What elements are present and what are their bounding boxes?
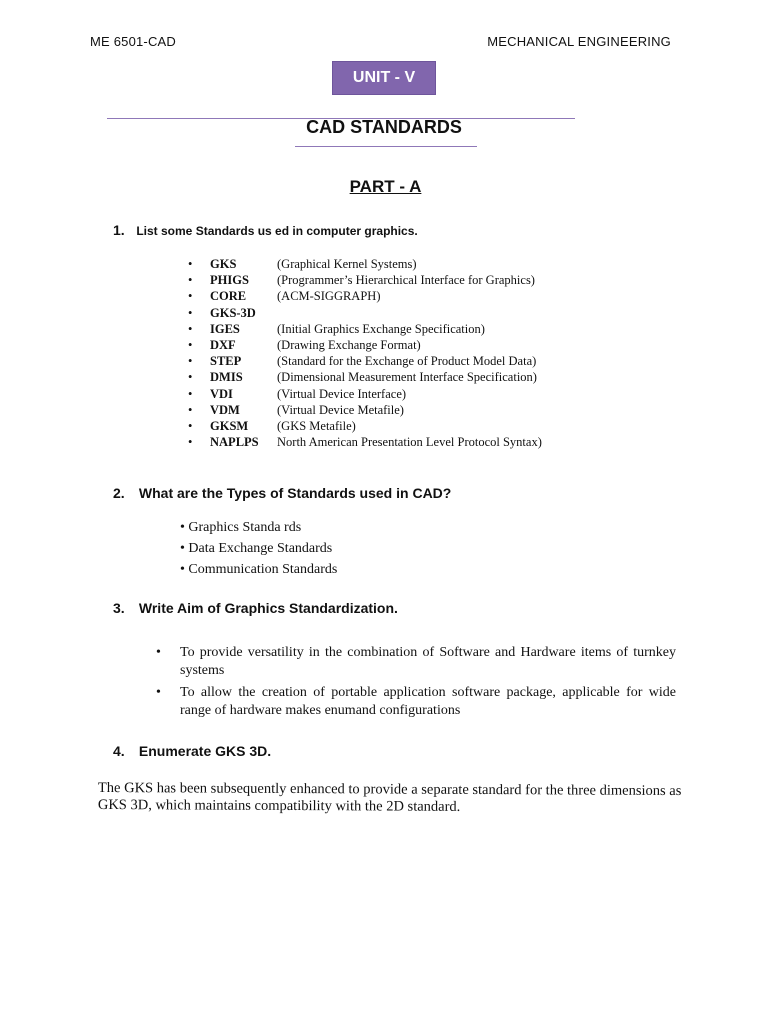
list-item [156,644,676,680]
standard-abbr: GKS-3D [210,305,256,320]
standard-item [188,434,542,450]
list-item: • Graphics Standa rds [180,520,302,535]
bullet: • [188,305,193,320]
list-item [156,684,676,720]
standard-abbr: IGES [210,321,240,336]
question-number: 3. [113,600,125,616]
bullet: • [188,386,193,401]
standard-item [188,272,542,288]
standard-item [188,256,542,272]
question-text: Write Aim of Graphics Standardization. [138,600,398,616]
standard-description: (GKS Metafile) [277,418,356,433]
standard-item [188,353,542,369]
standards-list [188,256,542,450]
standard-abbr: DMIS [210,370,243,385]
standard-abbr: GKSM [210,418,249,433]
question-text: What are the Types of Standards used in CAD? [138,485,452,501]
standard-description: (Initial Graphics Exchange Specification) [277,321,485,336]
header-department: MECHANICAL ENGINEERING [487,34,671,49]
standard-abbr: DXF [210,337,236,352]
standard-abbr: VDI [210,386,233,401]
unit-badge: UNIT - V [332,61,436,95]
standard-item [188,321,542,337]
title-underline [295,146,477,147]
standard-abbr: GKS [210,257,237,271]
question-number: 2. [113,485,125,501]
standard-description: (Drawing Exchange Format) [277,337,421,352]
page-title: CAD STANDARDS [306,117,462,137]
question-2 [113,485,451,501]
question-text: Enumerate GKS 3D. [138,743,272,759]
standard-description: (Graphical Kernel Systems) [277,257,417,271]
question-text: List some Standards us ed in computer graphics. [136,224,418,238]
standard-abbr: VDM [210,402,240,417]
standard-description: (ACM-SIGGRAPH) [277,289,381,304]
standard-description: (Dimensional Measurement Interface Specification) [277,370,537,385]
standard-abbr: CORE [210,289,247,304]
bullet: • [156,685,161,700]
question-number: 1. [113,222,125,238]
list-item: • Communication Standards [180,562,338,577]
bullet: • [156,645,161,660]
section-heading: PART - A [349,177,422,196]
bullet: • [188,337,193,352]
bullet: • [188,321,193,336]
answer-paragraph: The GKS has been subsequently enhanced to provide a separate standard for the three dimensions as GKS 3D, which maintains compatibility with the 2D standard. [97,780,682,815]
standard-item [188,288,542,304]
standard-description: North American Presentation Level Protocol Syntax) [277,435,542,450]
standard-description: (Virtual Device Metafile) [277,402,404,417]
bullet: • [188,273,193,288]
list-item-text: To provide versatility in the combination of Software and Hardware items of turnkey systems [180,645,676,678]
bullet: • [188,418,193,433]
header-course-code: ME 6501-CAD [90,34,177,49]
standard-item [188,305,542,321]
bullet: • [188,354,193,369]
question-3 [113,600,398,616]
standard-abbr: PHIGS [210,273,249,288]
bullet: • [188,402,193,417]
standard-types-list [180,517,337,580]
bullet: • [188,257,193,271]
standard-abbr: STEP [210,354,242,369]
standard-item [188,337,542,353]
list-item-text: To allow the creation of portable application software package, applicable for wide range of hardware makes enumand configurations [180,685,676,718]
list-item: • Data Exchange Standards [180,541,333,556]
standard-description: (Standard for the Exchange of Product Model Data) [277,354,537,369]
question-4 [113,743,271,759]
standard-item [188,369,542,385]
standard-item [188,386,542,402]
standard-description: (Virtual Device Interface) [277,386,407,401]
standard-item [188,418,542,434]
bullet: • [188,289,193,304]
bullet: • [188,435,193,450]
question-1 [113,222,418,238]
aims-list [156,644,676,724]
bullet: • [188,370,193,385]
standard-item [188,402,542,418]
standard-abbr: NAPLPS [210,435,259,450]
question-number: 4. [113,743,125,759]
standard-description: (Programmer’s Hierarchical Interface for Graphics) [277,273,535,288]
